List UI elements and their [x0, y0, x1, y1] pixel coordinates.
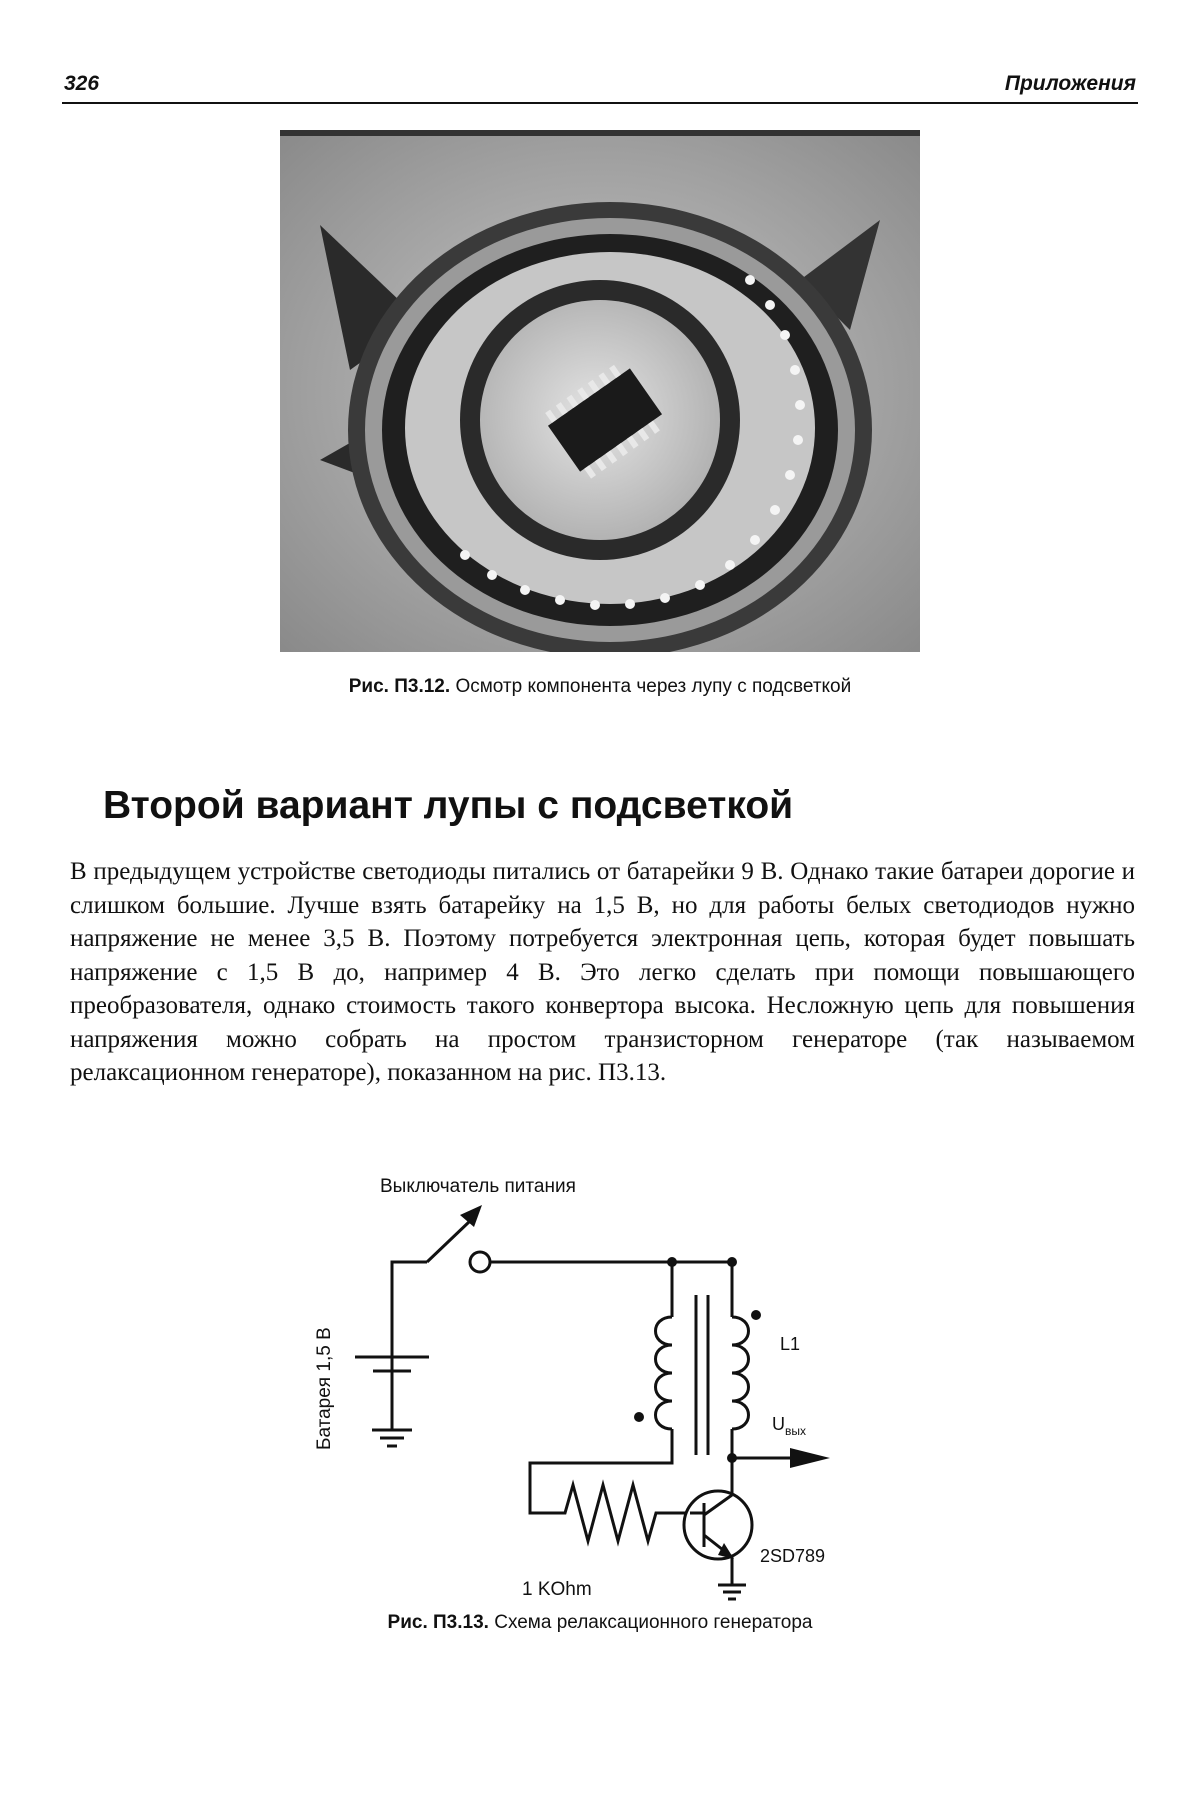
switch-arrowhead — [460, 1205, 482, 1227]
battery-label: Батарея 1,5 В — [314, 1327, 335, 1450]
resistor-label: 1 KOhm — [522, 1579, 592, 1600]
output-arrow — [790, 1448, 830, 1468]
page-header — [62, 68, 1138, 104]
magnifier-photo — [280, 130, 920, 652]
relaxation-oscillator-schematic — [300, 1165, 900, 1605]
battery-wire — [392, 1262, 427, 1425]
inductor-label: L1 — [780, 1334, 801, 1354]
switch-contact — [470, 1252, 490, 1272]
figure1-caption-text: Осмотр компонента через лупу с подсветкой — [455, 676, 852, 697]
figure1-caption-label: Рис. П3.12. — [348, 676, 451, 697]
figure2-caption-label: Рис. П3.13. — [387, 1612, 489, 1633]
left-coil — [656, 1317, 673, 1429]
left-coil-dot — [634, 1412, 644, 1422]
output-voltage-symbol: U — [772, 1414, 785, 1434]
switch-label: Выключатель питания — [380, 1176, 576, 1197]
switch-blade — [427, 1221, 470, 1262]
body-paragraph: В предыдущем устройстве светодиоды питались от батарейки 9 В. Однако такие батареи дорогие и слишком большие. Лучше взять батарейку на 1,5 В, но для работы белых светодиодов нужно напряжение не менее 3,5 В. Поэтому потребуется электронная цепь, которая будет повышать напряжение с 1,5 В до, например 4 В. Это легко сделать при помощи повышающего преобразователя, однако стоимость такого конвертора высока. Несложную цепь для повышения напряжения можно собрать на простом транзисторном генераторе (так называемом релаксационном генераторе), показанном на рис. П3.13. — [70, 858, 1135, 1086]
output-voltage-subscript: вых — [785, 1424, 806, 1438]
resistor — [550, 1485, 690, 1541]
transistor-label: 2SD789 — [760, 1546, 826, 1566]
transistor-body — [684, 1491, 752, 1559]
figure1-caption — [0, 676, 1200, 698]
right-coil-dot — [751, 1310, 761, 1320]
section-heading: Второй вариант лупы с подсветкой — [103, 784, 794, 827]
figure2-caption — [0, 1612, 1200, 1634]
figure2-caption-text: Схема релаксационного генератора — [494, 1612, 813, 1633]
output-voltage-label — [772, 1414, 806, 1438]
right-coil — [732, 1317, 749, 1429]
running-head: Приложения — [1004, 72, 1136, 95]
page-number: 326 — [64, 72, 100, 95]
